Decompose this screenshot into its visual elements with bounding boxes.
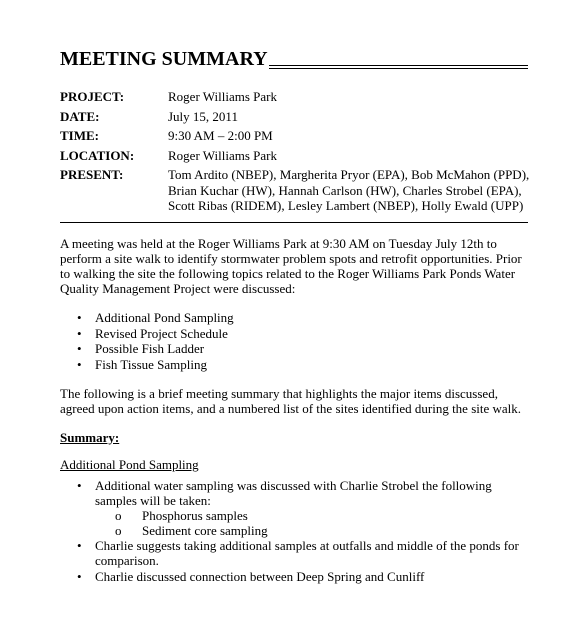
bullet-icon: • — [77, 341, 82, 356]
meeting-info-block — [60, 89, 530, 218]
intro-paragraph: A meeting was held at the Roger Williams Park at 9:30 AM on Tuesday July 12th to perform a site walk to identify stormwater problem spots and retrofit opportunities. Prior to walking the site the following topics related to the Roger Williams Park Ponds Water Quality Management Project were discussed: — [60, 236, 522, 296]
field-label: LOCATION: — [60, 147, 135, 163]
field-label: PRESENT: — [60, 167, 124, 182]
list-item — [60, 538, 530, 568]
field-date — [60, 109, 530, 125]
circle-bullet-icon: o — [115, 522, 122, 538]
title-row — [60, 46, 528, 72]
bullet-icon: • — [77, 356, 82, 372]
list-item — [60, 357, 530, 372]
topic-text: Fish Tissue Sampling — [95, 356, 207, 372]
item-text: Charlie discussed connection between Deep Spring and Cunliff — [95, 568, 425, 584]
followup-paragraph: The following is a brief meeting summary that highlights the major items discussed, agreed upon action items, and a numbered list of the sites identified during the site walk. — [60, 385, 522, 416]
section-heading: Additional Pond Sampling — [60, 456, 199, 472]
sub-list-item — [95, 508, 530, 523]
field-value: July 15, 2011 — [168, 108, 238, 124]
topic-text: Additional Pond Sampling — [95, 310, 234, 325]
bullet-icon: • — [77, 325, 82, 341]
field-label: TIME: — [60, 128, 99, 143]
bullet-icon: • — [77, 310, 82, 325]
field-value: Roger Williams Park — [168, 89, 278, 104]
list-item — [60, 569, 530, 584]
field-time — [60, 128, 530, 144]
list-item — [60, 341, 530, 356]
sub-item-text: Phosphorus samples — [142, 507, 248, 523]
item-text: Charlie suggests taking additional samples at outfalls and middle of the ponds for comparison. — [95, 538, 519, 568]
list-item — [60, 478, 530, 538]
bullet-icon: • — [77, 538, 82, 553]
field-label: DATE: — [60, 108, 100, 124]
field-value: Tom Ardito (NBEP), Margherita Pryor (EPA), Bob McMahon (PPD), Brian Kuchar (HW), Hannah Carlson (HW), Charles Strobel (EPA), Scott Ribas (RIDEM), Lesley Lambert (NBEP), Holly Ewald (UPP) — [168, 167, 530, 213]
item-text: Additional water sampling was discussed with Charlie Strobel the following samples will be taken: — [95, 477, 492, 508]
field-project — [60, 89, 530, 105]
field-value: Roger Williams Park — [168, 147, 278, 163]
bullet-icon: • — [77, 568, 82, 584]
field-location — [60, 148, 530, 164]
topic-text: Possible Fish Ladder — [95, 341, 205, 356]
circle-bullet-icon: o — [115, 507, 122, 523]
sub-item-text: Sediment core sampling — [142, 522, 268, 538]
sub-list-item — [95, 523, 530, 538]
field-value: 9:30 AM – 2:00 PM — [168, 128, 273, 143]
section-divider — [60, 222, 528, 223]
list-item — [60, 326, 530, 341]
sub-list — [95, 508, 530, 538]
field-present — [60, 167, 530, 214]
summary-heading: Summary: — [60, 429, 120, 445]
document-title: MEETING SUMMARY — [60, 48, 268, 70]
title-underline-rule — [269, 65, 528, 69]
topic-text: Revised Project Schedule — [95, 325, 228, 341]
bullet-icon: • — [77, 477, 82, 493]
field-label: PROJECT: — [60, 89, 125, 104]
list-item — [60, 310, 530, 325]
document-body — [60, 236, 530, 598]
section-items-list — [60, 478, 530, 584]
topics-list — [60, 310, 530, 372]
